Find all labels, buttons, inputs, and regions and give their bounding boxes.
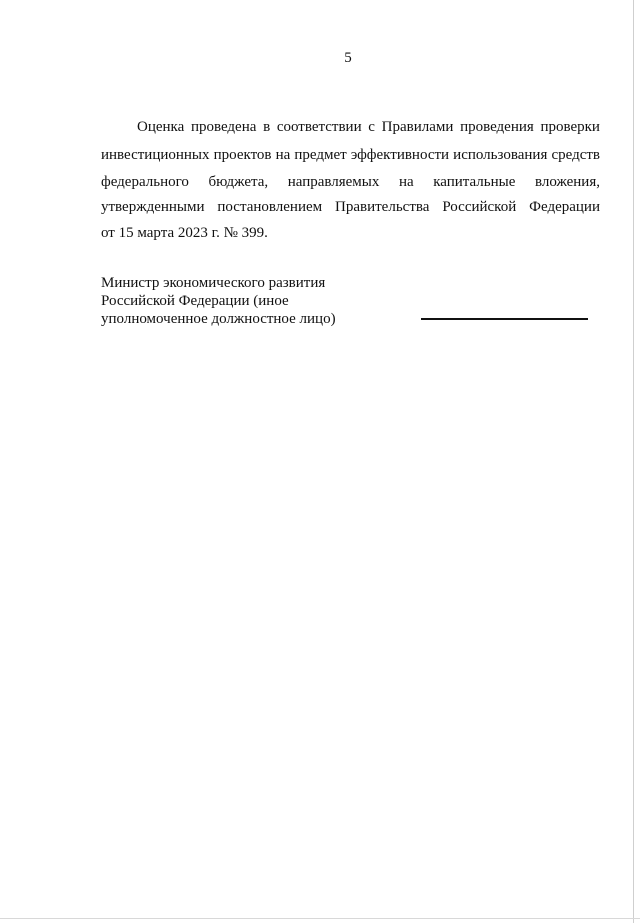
- scan-edge-bottom: [0, 918, 640, 919]
- paragraph-word: Российской: [442, 199, 517, 215]
- paragraph-word: вложения,: [534, 174, 600, 190]
- paragraph-word: проектов: [213, 147, 272, 163]
- paragraph-word: на: [275, 147, 291, 163]
- paragraph-line-2: [101, 146, 600, 164]
- paragraph-word: использования: [453, 147, 548, 163]
- paragraph-word: соответствии: [276, 119, 362, 135]
- paragraph-word: капитальные: [433, 174, 516, 190]
- signatory-title-line-2: Российской Федерации (иное: [101, 293, 289, 309]
- paragraph-word: проведения: [460, 119, 534, 135]
- paragraph-word: федерального: [101, 174, 189, 190]
- paragraph-word: на: [398, 174, 414, 190]
- paragraph-word: утвержденными: [101, 199, 205, 215]
- paragraph-word: Оценка: [137, 119, 185, 135]
- paragraph-word: постановлением: [217, 199, 323, 215]
- paragraph-line-1: [137, 118, 600, 136]
- paragraph-line-3: [101, 173, 600, 191]
- paragraph-word: с: [368, 119, 375, 135]
- paragraph-word: проверки: [540, 119, 600, 135]
- paragraph-word: предмет: [294, 147, 347, 163]
- paragraph-word: бюджета,: [208, 174, 269, 190]
- paragraph-word: направляемых: [287, 174, 380, 190]
- paragraph-word: в: [263, 119, 271, 135]
- paragraph-word: Правительства: [335, 199, 430, 215]
- scan-edge-right: [633, 0, 634, 923]
- paragraph-word: проведена: [190, 119, 257, 135]
- paragraph-word: Федерации: [529, 199, 600, 215]
- page-number: 5: [344, 50, 352, 66]
- paragraph-word: Правилами: [381, 119, 454, 135]
- signatory-title-line-3: уполномоченное должностное лицо): [101, 311, 336, 327]
- paragraph-word: эффективности: [350, 147, 450, 163]
- paragraph-line-4: [101, 198, 600, 216]
- signature-line: [421, 318, 588, 320]
- paragraph-word: инвестиционных: [101, 147, 210, 163]
- paragraph-word: от 15 марта 2023 г. № 399.: [101, 225, 268, 241]
- paragraph-word: средств: [551, 147, 600, 163]
- signatory-title-line-1: Министр экономического развития: [101, 275, 326, 291]
- paragraph-line-5: [101, 224, 268, 242]
